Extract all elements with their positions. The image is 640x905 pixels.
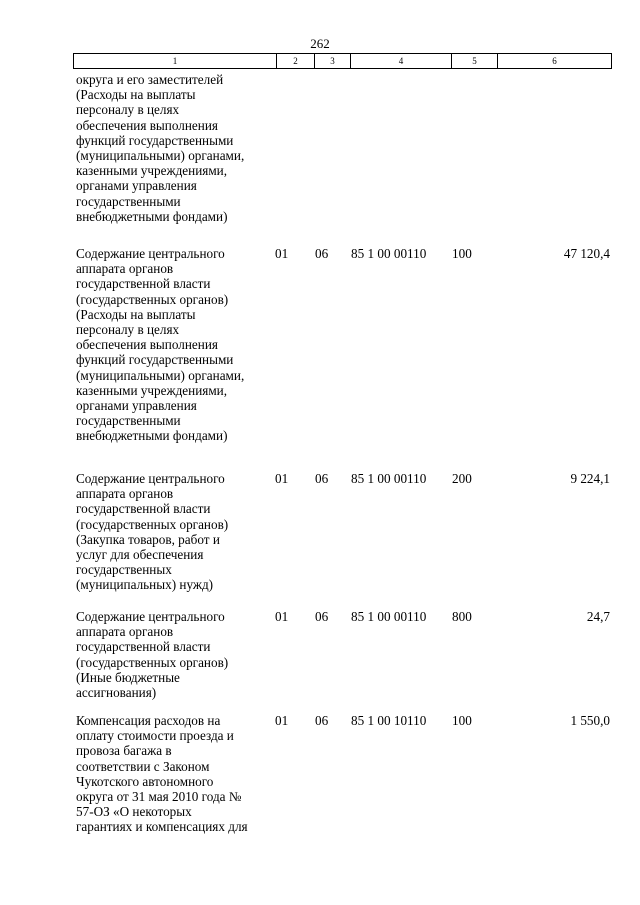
table-header [73,53,612,69]
row-target-code: 85 1 00 00110 [351,609,427,624]
row-section: 01 [275,471,289,486]
row-amount: 47 120,4 [563,246,610,261]
row-subsection: 06 [315,713,329,728]
header-col-3: 3 [314,54,350,68]
row-section: 01 [275,609,289,624]
row-target-code: 85 1 00 00110 [351,471,427,486]
header-col-5: 5 [451,54,497,68]
header-col-6: 6 [497,54,611,68]
row-section: 01 [275,713,289,728]
header-col-2: 2 [276,54,314,68]
row-amount: 1 550,0 [570,713,610,728]
row-name: Содержание центрального аппарата органов государственной власти (государственных органов) (Расходы на выплаты персоналу в целях обеспечения выполнения функций государственными (муниципальными) органами, казенными учреждениями, органами управления государственными внебюджетными фондами) [76,246,245,444]
row-section: 01 [275,246,289,261]
row-expense-type: 100 [452,713,472,728]
row-subsection: 06 [315,246,329,261]
row-amount: 9 224,1 [570,471,610,486]
row-target-code: 85 1 00 10110 [351,713,427,728]
row-amount: 24,7 [586,609,610,624]
row-name: округа и его заместителей (Расходы на выплаты персоналу в целях обеспечения выполнения функций государственными (муниципальными) органами, казенными учреждениями, органами управления государственными внебюджетными фондами) [76,72,245,224]
header-col-4: 4 [350,54,451,68]
row-expense-type: 800 [452,609,472,624]
row-expense-type: 100 [452,246,472,261]
row-name: Компенсация расходов на оплату стоимости проезда и провоза багажа в соответствии с Законом Чукотского автономного округа от 31 мая 2010 года № 57-ОЗ «О некоторых гарантиях и компенсациях для [76,713,248,835]
row-expense-type: 200 [452,471,472,486]
row-name: Содержание центрального аппарата органов государственной власти (государственных органов) (Закупка товаров, работ и услуг для обеспечения государственных (муниципальных) нужд) [76,471,229,593]
page-number: 262 [310,36,330,51]
row-subsection: 06 [315,471,329,486]
row-target-code: 85 1 00 00110 [351,246,427,261]
header-col-1: 1 [172,56,178,66]
row-name: Содержание центрального аппарата органов государственной власти (государственных органов) (Иные бюджетные ассигнования) [76,609,229,701]
row-subsection: 06 [315,609,329,624]
